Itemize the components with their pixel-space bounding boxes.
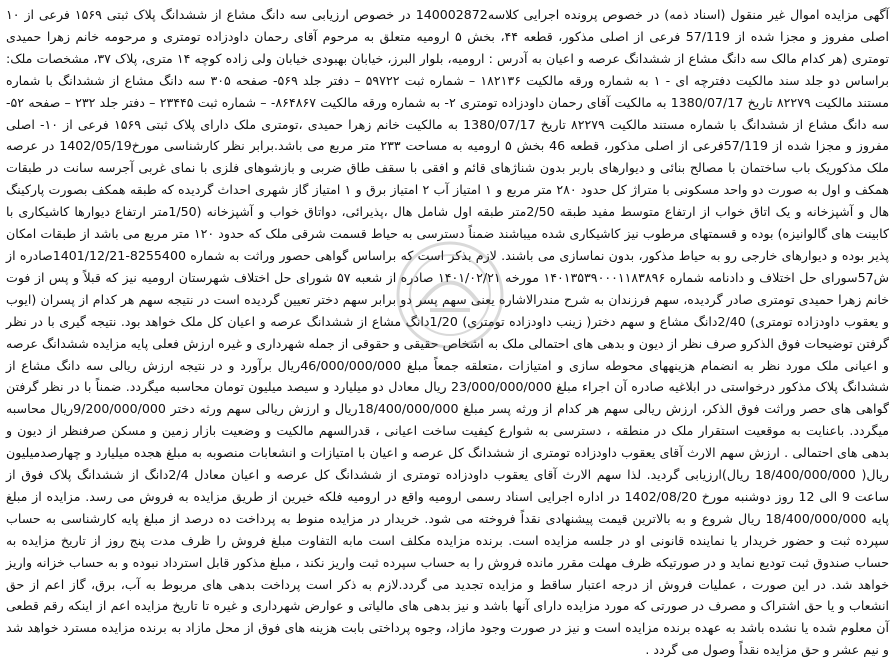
auction-notice-text: آگهی مزایده اموال غیر منقول (اسناد ذمه) در خصوص پرونده اجرایی کلاسه140002872 در خصوص ارزیابی سه دانگ مشاع از ششدانگ پلاک ثبتی ۱۵۶۹ فرعی از ۱۰ اصلی مفروز و مجزا شده از 57/119 فرعی از اصلی مذکور، قطعه ۴۴، بخش ۵ ارومیه متعلق به مرحوم آقای رحمان داودزاده تومتری و مرحومه خانم زهرا حمیدی تومتری (هر کدام مالک سه دانگ مشاع از ششدانگ عرصه و اعیان به آدرس : ارومیه، بلوار البرز، خیابان بهبودی خیابان ولی زاده کوچه ۱۴ متری، پلاک ۳۷، مشخصات ملک: براساس دو جلد سند مالکیت دفترچه ای - ۱ به شماره ورقه مالکیت ۱۸۲۱۳۶ – شماره ثبت ۵۹۷۲۲ – دفتر جلد ۵۶۹- صفحه ۳۰۵ سه دانگ مشاع از ششدانگ با شماره مستند مالکیت ۸۲۲۷۹ تاریخ 1380/07/17 به مالکیت آقای رحمان داودزاده تومتری ۲- به شماره ورقه مالکیت ۸۶۴۸۶۷- – شماره ثبت ۲۳۴۴۵ – دفتر جلد ۲۳۲ – صفحه ۵۲- سه دانگ مشاع از ششدانگ با شماره مستند مالکیت ۸۲۲۷۹ تاریخ 1380/07/17 به مالکیت خانم زهرا حمیدی ،تومتری ملک دارای پلاک ثبتی ۱۵۶۹ فرعی از ۱۰- اصلی مفروز و مجزا شده از 57/119فرعی از اصلی مذکور، قطعه 46 بخش ۵ ارومیه به مساحت ۲۳۳ متر مربع می باشد.برابر نظر کارشناسی مورخ1402/05/19 در عرصه ملک مذکوریک باب ساختمان با مصالح بنائی و دیوارهای باربر بدون شناژهای قائم و افقی با سقف طاق ضربی و بازشوهای فلزی با نمای غربی آجرسه سانت در طبقات همکف و اول به صورت دو واحد مسکونی با متراژ کل حدود ۲۸۰ متر مربع و ۱ امتیاز آب ۲ امتیاز برق و ۱ امتیاز گاز شهری احداث گردیده که طبقه همکف بصورت پارکینگ هال و آشپزخانه و یک اتاق خواب از ارتفاع متوسط مفید طبقه 2/50متر طبقه اول شامل هال ،پذیرائی، دواتاق خواب و آشپزخانه (1/50متر ارتفاع دیوارها کاشیکاری با کابینت های گالوانیزه) بوده و قسمتهای مرطوب نیز کاشیکاری شده میباشند ضمناً دسترسی به حیاط قسمت شرقی ملک که حدود ۱۲۰ متر مربع می باشد از طبقات امکان پذیر بوده و دیوارهای خارجی رو به حیاط مذکور، بدون نماسازی می باشند. لازم بذکر است که براساس گواهی حصور وراثت به شماره 8255400-1401/12/21صادره از ش57سورای حل اختلاف و دادنامه شماره ۱۴۰۱۳۵۳۹۰۰۰۱۱۸۳۸۹۶ مورخه ۱۴۰۱/۰۲/۲۱ صادره از شعبه ۵۷ شورای حل اختلاف شهرستان ارومیه نیز که قبلاً و پس از فوت خانم زهرا حمیدی تومتری صادر گردیده، سهم فرزندان به شرح مندرالاشاره یعنی سهم پسر دو برابر سهم دختر تعیین گردیده است در نتیجه سهم هر کدام از پسران (ایوب و یعقوب داودزاده تومتری) 2/40دانگ مشاع و سهم دختر( زینب داودزاده تومتری) 1/20دانگ مشاع از ششدانگ عرصه و اعیان کل ملک خواهد بود. نتیجه گیری با در نظر گرفتن توضیحات فوق الذکرو صرف نظر از دیون و بدهی های احتمالی ملک به اشخاص حقیقی و حقوقی از جمله شهرداری و غیره ارزش فعلی پایه مزایده ششدانگ عرصه و اعیانی ملک مورد نظر به انضمام هزینههای محوطه سازی و امتیازات ،متعلقه جمعاً مبلغ 46/000/000/000ریال برآورد و در نتیجه ارزش ریالی سه دانگ مشاع از ششدانگ پلاک مذکور درخواستی در ابلاغیه صادره آن اجراء مبلغ 23/000/000/000 ریال معادل دو میلیارد و سیصد میلیون تومان محاسبه میگردد. ضمناً با در نظر گرفتن گواهی های حصر وراثت فوق الذکر، ارزش ریالی سهم هر کدام از ورثه پسر مبلغ 18/400/000/000ریال و ارزش ریالی سهم ورثه دختر 9/200/000/000ریال محاسبه میگردد. باعنایت به موقعیت استقرار ملک در منطقه ، دسترسی به شوارع کیفیت ساخت اعیانی ، قدرالسهم مالکیت و وضعیت بازار زمین و مسکن صرفنظر از دیون و بدهی های احتمالی . ارزش سهم الارث آقای یعقوب داودزاده تومتری از ششدانگ کل عرصه و اعیان با امتیازات و انشعابات منصوبه به مبلغ هجده میلیارد و چهارصدمیلیون ریال( 18/400/000/000 ریال)ارزیابی گردید. لذا سهم الارث آقای یعقوب داودزاده تومتری از ششدانگ کل عرصه و اعیان معادل 2/4دانگ از ششدانگ پلاک فوق از ساعت 9 الی 12 روز دوشنبه مورخ 1402/08/20 در اداره اجرایی اسناد رسمی ارومیه واقع در ارومیه فلکه خیرین از طریق مزایده به فروش می رسد. مزایده از مبلغ پایه 18/400/000/000 ریال شروع و به بالاترین قیمت پیشنهادی نقداً فروخته می شود. خریدار در مزایده منوط به پرداخت ده درصد از مبلغ پایه کارشناسی به حساب سپرده ثبت و حضور خریدار یا نماینده قانونی او در جلسه مزایده است. برنده مزایده مکلف است مابه التفاوت مبلغ فروش را ظرف مدت پنج روز از تاریخ مزایده به حساب صندوق ثبت تودیع نماید و در صورتیکه ظرف مهلت مقرر مانده فروش را به حساب سپرده ثبت واریز نکند ، مبلغ مذکور قابل استرداد نبوده و به حساب خزانه واریز خواهد شد. در این صورت ، عملیات فروش از درجه اعتبار ساقط و مزایده تجدید می گردد.لازم به ذکر است پرداخت بدهی های مربوط به آب، برق، گاز اعم از حق انشعاب و یا حق اشتراک و مصرف در صورتی که مورد مزایده دارای آنها باشد و نیز بدهی های مالیاتی و عوارض شهرداری و غیره تا تاریخ مزایده اعم از اینکه رقم قطعی آن معلوم شده یا نشده باشد به عهده برنده مزایده است و نیز در صورت وجود مازاد، وجوه پرداختی بابت هزینه های فوق از محل مازاد به برنده مزایده مسترد خواهد شد و نیم عشر و حق مزایده نقداً وصول می گردد .: [6, 7, 890, 658]
